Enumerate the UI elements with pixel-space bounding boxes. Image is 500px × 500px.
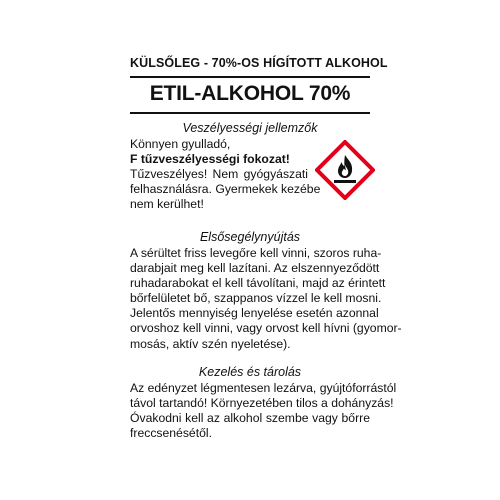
handling-heading: Kezelés és tárolás [198, 365, 302, 379]
hazards-line: Tűzveszélyes! Nem gyógyászati [130, 167, 308, 182]
first-aid-line: ruhadarabokat el kell távolítani, majd az érintett [130, 276, 386, 291]
hazards-line: felhasználásra. Gyermekek kezébe [130, 182, 321, 197]
usage-line: KÜLSŐLEG - 70%-OS HÍGÍTOTT ALKOHOL [130, 56, 388, 70]
first-aid-line: darabjait meg kell lazítani. Az elszennyeződött [130, 261, 380, 276]
first-aid-line: Jelentős mennyiség lenyelése esetén azonnal [130, 306, 379, 321]
first-aid-line: orvoshoz kell vinni, vagy orvost kell hívni (gyomor- [130, 321, 402, 336]
hazards-line: Könnyen gyulladó, [130, 137, 231, 151]
hazards-line: nem kerülhet! [130, 197, 204, 212]
handling-line: freccsenésétől. [130, 426, 212, 441]
handling-line: Óvakodni kell az alkohol szembe vagy bőrre [130, 411, 370, 426]
title-divider [130, 112, 370, 114]
top-divider [130, 76, 370, 78]
handling-line: távol tartandó! Környezetében tilos a dohányzás! [130, 396, 394, 411]
handling-text [130, 381, 397, 441]
hazards-heading: Veszélyességi jellemzők [182, 121, 318, 135]
hazards-text [130, 137, 321, 212]
hazards-line-class: F tűzveszélyességi fokozat! [130, 152, 290, 167]
first-aid-line: mosás, aktív szén nyeletése). [130, 336, 291, 351]
flame-icon [315, 140, 375, 200]
product-title: ETIL-ALKOHOL 70% [149, 82, 351, 105]
first-aid-line: A sérültet friss levegőre kell vinni, szoros ruha- [130, 246, 382, 260]
handling-line: Az edényzet légmentesen lezárva, gyújtóforrástól [130, 381, 397, 395]
first-aid-heading: Elsősegélynyújtás [199, 230, 301, 244]
first-aid-text [130, 246, 402, 352]
first-aid-line: bőrfelületet bő, szappanos vízzel le kell mosni. [130, 291, 382, 306]
